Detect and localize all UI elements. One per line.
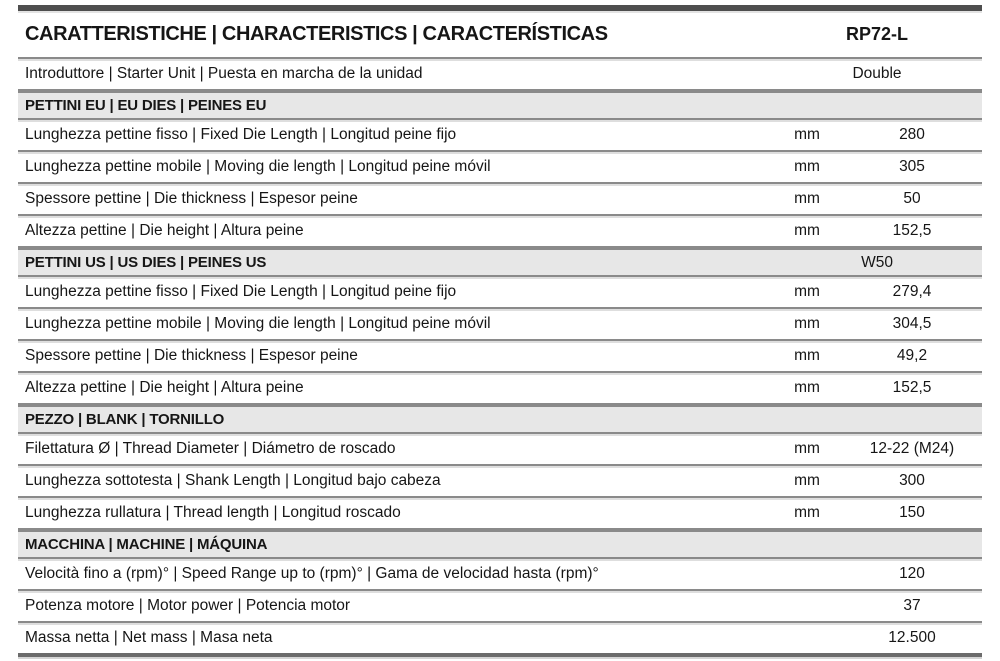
spec-row [18,559,982,591]
spec-row [18,498,982,530]
unit-cell: mm [794,222,820,239]
row-label: Filettatura Ø | Thread Diameter | Diámetro de roscado [25,440,396,457]
row-label: Altezza pettine | Die height | Altura peine [25,379,304,396]
table-body [18,59,982,657]
row-label: Spessore pettine | Die thickness | Espesor peine [25,190,358,207]
row-label: Spessore pettine | Die thickness | Espesor peine [25,347,358,364]
spec-row [18,434,982,466]
row-label: Potenza motore | Motor power | Potencia motor [25,597,351,614]
row-label: Lunghezza pettine mobile | Moving die length | Longitud peine móvil [25,315,491,332]
value-cell: 37 [903,597,921,614]
value-cell: 12.500 [888,629,936,646]
unit-cell: mm [794,126,820,143]
spec-sheet [18,5,982,657]
spec-row [18,309,982,341]
value-cell: 280 [899,126,925,143]
row-label: Altezza pettine | Die height | Altura peine [25,222,304,239]
row-label: Lunghezza pettine fisso | Fixed Die Length | Longitud peine fijo [25,126,457,143]
value-cell: 120 [899,565,925,582]
row-label: Lunghezza rullatura | Thread length | Longitud roscado [25,504,401,521]
value-cell: 150 [899,504,925,521]
unit-cell: mm [794,315,820,332]
row-label: Introduttore | Starter Unit | Puesta en marcha de la unidad [25,65,423,82]
row-label: Lunghezza pettine fisso | Fixed Die Length | Longitud peine fijo [25,283,457,300]
value-cell: 300 [899,472,925,489]
spec-row [18,277,982,309]
spec-row [18,120,982,152]
unit-cell: mm [794,440,820,457]
spec-row [18,341,982,373]
section-header-row [18,530,982,559]
value-cell: 152,5 [892,222,932,239]
unit-cell: mm [794,504,820,521]
unit-cell: mm [794,158,820,175]
page-title: CARATTERISTICHE | CHARACTERISTICS | CARACTERÍSTICAS [25,22,608,45]
section-title: PEZZO | BLANK | TORNILLO [25,411,225,428]
spec-row [18,466,982,498]
unit-cell: mm [794,283,820,300]
value-cell: 50 [903,190,921,207]
section-title: PETTINI EU | EU DIES | PEINES EU [25,97,267,114]
unit-cell: mm [794,347,820,364]
spec-row [18,184,982,216]
section-title: PETTINI US | US DIES | PEINES US [25,254,267,271]
unit-cell: mm [794,190,820,207]
spec-row [18,152,982,184]
row-value-merged: W50 [861,253,893,271]
row-label: Lunghezza pettine mobile | Moving die length | Longitud peine móvil [25,158,491,175]
table-header-row [18,11,982,59]
unit-cell: mm [794,472,820,489]
spec-row [18,373,982,405]
section-title: MACCHINA | MACHINE | MÁQUINA [25,536,268,553]
row-label: Massa netta | Net mass | Masa neta [25,629,273,646]
spec-row [18,59,982,91]
value-cell: 279,4 [892,283,932,300]
row-label: Lunghezza sottotesta | Shank Length | Longitud bajo cabeza [25,472,441,489]
unit-cell: mm [794,379,820,396]
value-cell: 152,5 [892,379,932,396]
spec-row [18,591,982,623]
value-cell: 305 [899,158,925,175]
spec-row [18,623,982,657]
value-cell: 304,5 [892,315,932,332]
row-label: Velocità fino a (rpm)° | Speed Range up to (rpm)° | Gama de velocidad hasta (rpm)° [25,565,599,582]
row-value-merged: Double [852,65,902,82]
spec-row [18,216,982,248]
value-cell: 12-22 (M24) [869,440,955,457]
section-header-row [18,91,982,120]
value-cell: 49,2 [896,347,928,364]
model-name: RP72-L [845,23,908,44]
section-header-row [18,405,982,434]
section-header-row [18,248,982,277]
